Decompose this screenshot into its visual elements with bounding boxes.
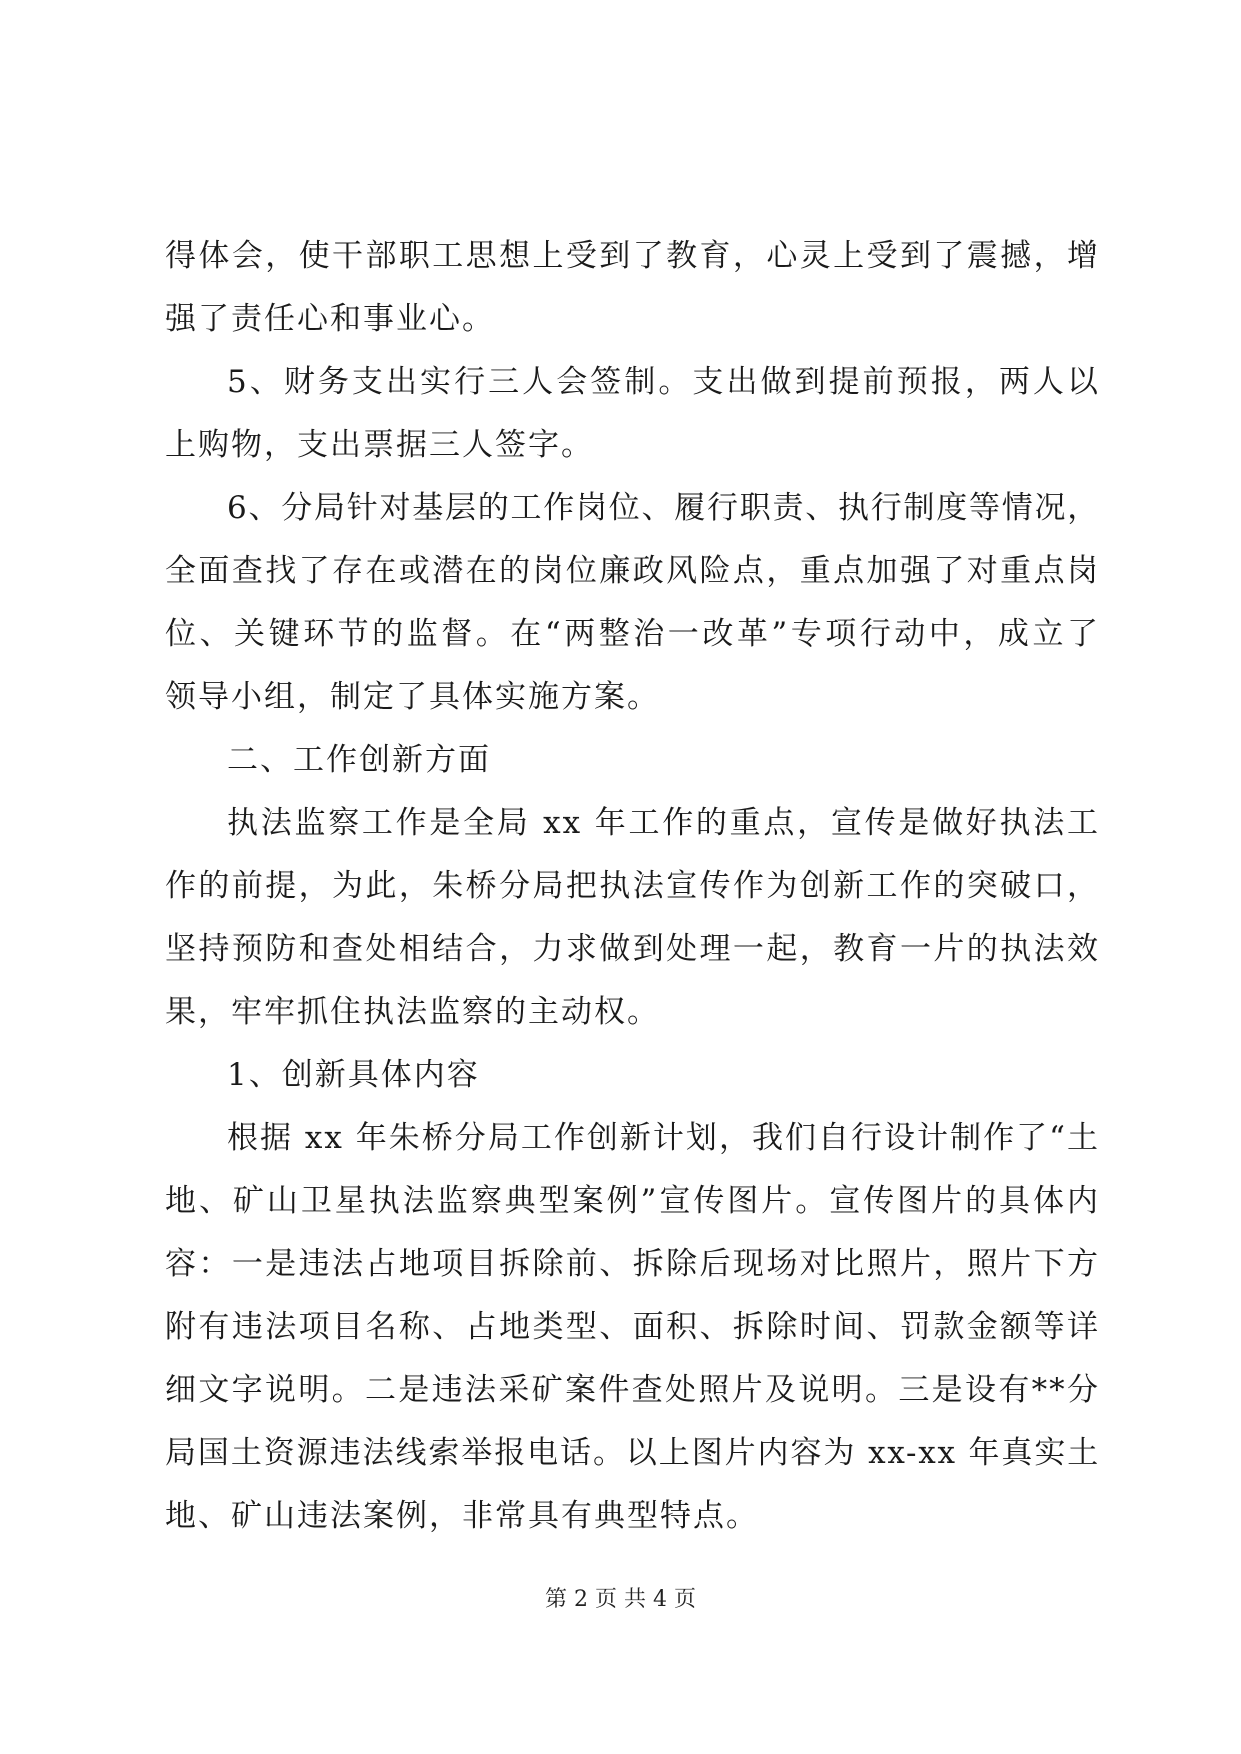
text-line: 得体会，使干部职工思想上受到了教育，心灵上受到了震撼，增 <box>165 238 1100 274</box>
text-line: 果，牢牢抓住执法监察的主动权。 <box>165 994 660 1030</box>
page-footer: 第 2 页 共 4 页 <box>545 1587 696 1612</box>
text-line: 领导小组，制定了具体实施方案。 <box>165 679 660 715</box>
document-body <box>165 225 1100 1548</box>
text-line: 上购物，支出票据三人签字。 <box>165 427 594 463</box>
text-line: 位、关键环节的监督。在“两整治一改革”专项行动中，成立了 <box>165 616 1100 652</box>
text-line: 6、分局针对基层的工作岗位、履行职责、执行制度等情况， <box>227 490 1100 526</box>
text-line: 5、财务支出实行三人会签制。支出做到提前预报，两人以 <box>227 364 1100 400</box>
text-line: 1、创新具体内容 <box>227 1057 480 1093</box>
text-line: 地、矿山违法案例，非常具有典型特点。 <box>165 1498 759 1534</box>
text-line: 全面查找了存在或潜在的岗位廉政风险点，重点加强了对重点岗 <box>165 553 1100 589</box>
text-line: 容：一是违法占地项目拆除前、拆除后现场对比照片，照片下方 <box>165 1246 1100 1282</box>
text-line: 附有违法项目名称、占地类型、面积、拆除时间、罚款金额等详 <box>165 1309 1100 1345</box>
text-line: 作的前提，为此，朱桥分局把执法宣传作为创新工作的突破口， <box>165 868 1100 904</box>
text-line: 强了责任心和事业心。 <box>165 301 495 337</box>
text-line: 细文字说明。二是违法采矿案件查处照片及说明。三是设有**分 <box>165 1372 1100 1408</box>
text-line: 局国土资源违法线索举报电话。以上图片内容为 xx-xx 年真实土 <box>165 1435 1100 1471</box>
text-line: 执法监察工作是全局 xx 年工作的重点，宣传是做好执法工 <box>227 805 1100 841</box>
text-line: 坚持预防和查处相结合，力求做到处理一起，教育一片的执法效 <box>165 931 1100 967</box>
text-line: 地、矿山卫星执法监察典型案例”宣传图片。宣传图片的具体内 <box>165 1183 1100 1219</box>
text-line: 二、工作创新方面 <box>227 742 491 778</box>
text-line: 根据 xx 年朱桥分局工作创新计划，我们自行设计制作了“土 <box>227 1120 1100 1156</box>
